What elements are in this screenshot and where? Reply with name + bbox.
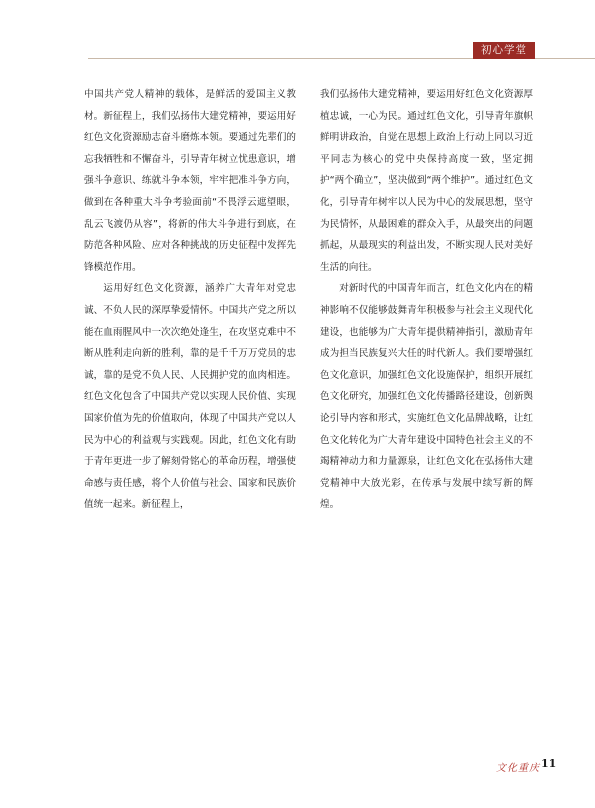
right-column [320, 84, 533, 516]
left-column [84, 84, 296, 516]
paragraph: 对新时代的中国青年而言，红色文化内在的精神影响不仅能够鼓舞青年积极参与社会主义现代化建设，也能够为广大青年提供精神指引，激励青年成为担当民族复兴大任的时代新人。我们要增强红色文化意识，加强红色文化设施保护，组织开展红色文化研究，加强红色文化传播路径建设，创新舆论引导内容和形式，实施红色文化品牌战略，让红色文化转化为广大青年建设中国特色社会主义的不竭精神动力和力量源泉，让红色文化在弘扬伟大建党精神中大放光彩，在传承与发展中续写新的辉煌。 [320, 283, 533, 511]
paragraph: 我们弘扬伟大建党精神，要运用好红色文化资源厚植忠诚，一心为民。通过红色文化，引导青年旗帜鲜明讲政治，自觉在思想上政治上行动上同以习近平同志为核心的党中央保持高度一致，坚定拥护“两个确立”，坚决做到“两个维护”。通过红色文化，引导青年树牢以人民为中心的发展思想，坚守为民情怀，从最困难的群众入手，从最突出的问题抓起，从最现实的利益出发，不断实现人民对美好生活的向往。 [320, 89, 533, 273]
page-number: 11 [541, 757, 557, 770]
paragraph: 运用好红色文化资源，涵养广大青年对党忠诚、不负人民的深厚挚爱情怀。中国共产党之所以能在血雨腥风中一次次绝处逢生，在攻坚克难中不断从胜利走向新的胜利，靠的是千千万万党员的忠诚，靠的是党不负人民、人民拥护党的血肉相连。红色文化包含了中国共产党以实现人民价值、实现国家价值为先的价值取向，体现了中国共产党以人民为中心的利益观与实践观。因此，红色文化有助于青年更进一步了解刻骨铭心的革命历程，增强使命感与责任感，将个人价值与社会、国家和民族价值统一起来。新征程上， [84, 283, 296, 511]
footer-brand-logo: 文化重庆 [496, 763, 540, 774]
paragraph: 中国共产党人精神的载体，是鲜活的爱国主义教材。新征程上，我们弘扬伟大建党精神，要运用好红色文化资源励志奋斗磨炼本领。要通过先辈们的忘我牺牲和不懈奋斗，引导青年树立忧患意识，增强斗争意识、练就斗争本领，牢牢把准斗争方向，做到在各种重大斗争考验面前“不畏浮云遮望眼，乱云飞渡仍从容”，将新的伟大斗争进行到底，在防范各种风险、应对各种挑战的历史征程中发挥先锋模范作用。 [84, 89, 296, 273]
section-tag: 初心学堂 [473, 42, 535, 59]
